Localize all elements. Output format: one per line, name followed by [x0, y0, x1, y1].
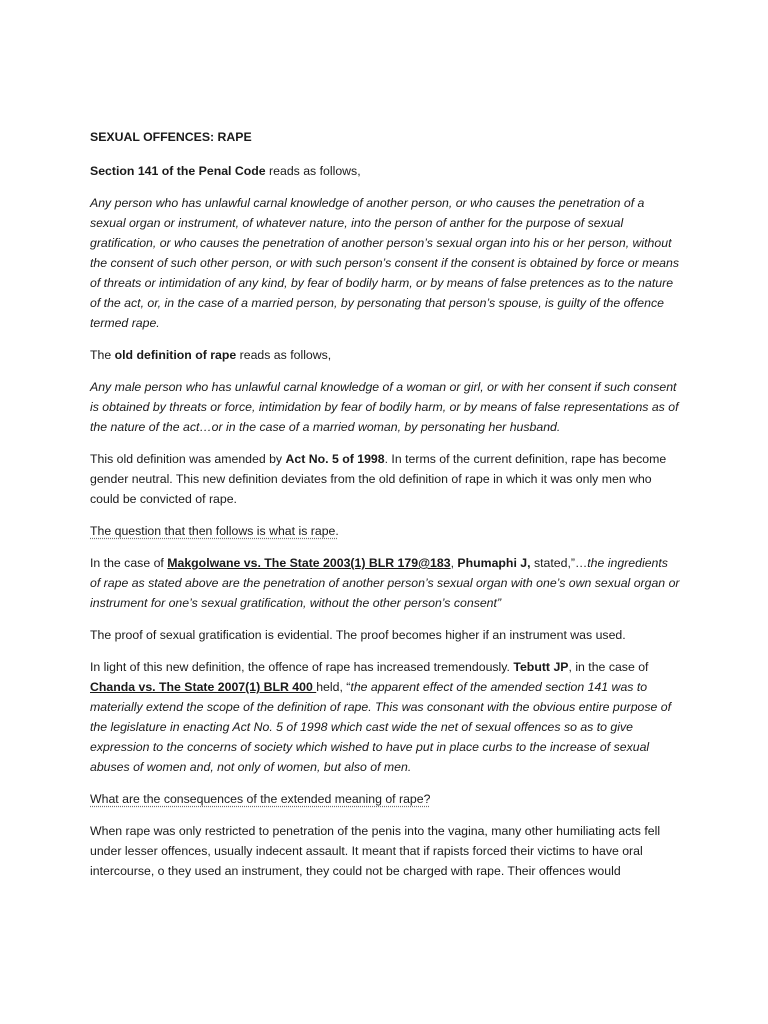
text-pre: In light of this new definition, the offence of rape has increased tremendously. — [90, 660, 514, 674]
text-mid2: stated,”… — [530, 556, 588, 570]
text-rest: reads as follows, — [236, 348, 332, 362]
paragraph-proof: The proof of sexual gratification is evidential. The proof becomes higher if an instrument was used. — [90, 628, 626, 642]
paragraph-section-141-intro — [90, 161, 680, 181]
paragraph-question-what-is-rape: The question that then follows is what is rape. — [90, 524, 339, 538]
judge-phumaphi: Phumaphi J, — [457, 556, 531, 570]
document-page — [90, 127, 680, 893]
paragraph-question-consequences: What are the consequences of the extended meaning of rape? — [90, 792, 431, 806]
judge-tebutt: Tebutt JP — [513, 660, 569, 674]
text-pre: This old definition was amended by — [90, 452, 286, 466]
document-title: SEXUAL OFFENCES: RAPE — [90, 130, 252, 144]
paragraph-amendment — [90, 449, 680, 509]
text-mid: , in the case of — [568, 660, 649, 674]
paragraph-makgolwane-case — [90, 553, 680, 613]
paragraph-consequences: When rape was only restricted to penetration of the penis into the vagina, many other humiliating acts fell under lesser offences, usually indecent assault. It meant that if rapists forced their victims to have oral intercourse, o they used an instrument, they could not be charged with rape. Their offences would — [90, 824, 661, 878]
text-rest: . In terms of the current definition, rape has become gender neutral. This new definition deviates from the old definition of rape in which it was only men who could be convicted of rape. — [90, 452, 667, 506]
paragraph-section-141-quote: Any person who has unlawful carnal knowledge of another person, or who causes the penetration of a sexual organ or instrument, of whatever nature, into the person of anther for the purpose of sexual gratification, or who causes the penetration of another person’s sexual organ into his or her person, without the consent of such other person, or with such person’s consent if the consent is obtained by force or means of threats or intimidation of any kind, by fear of bodily harm, or by means of false pretences as to the nature of the act, or, in the case of a married person, by personating that person’s spouse, is guilty of the offence termed rape. — [90, 196, 679, 330]
act-reference: Act No. 5 of 1998 — [285, 452, 385, 466]
case-citation-chanda: Chanda vs. The State 2007(1) BLR 400 — [90, 680, 317, 694]
text-pre: In the case of — [90, 556, 168, 570]
paragraph-old-definition-quote: Any male person who has unlawful carnal knowledge of a woman or girl, or with her consent if such consent is obtained by threats or force, intimidation by fear of bodily harm, or by means of false representations as of the nature of the act…or in the case of a married woman, by personating her husband. — [90, 380, 679, 434]
section-reference: Section 141 of the Penal Code — [90, 164, 266, 178]
case-citation-makgolwane: Makgolwane vs. The State 2003(1) BLR 179@183 — [167, 556, 451, 570]
text-mid: , — [450, 556, 458, 570]
paragraph-chanda-case — [90, 657, 680, 777]
intro-text: reads as follows, — [265, 164, 361, 178]
text-mid2: held, “ — [316, 680, 351, 694]
old-definition-label: old definition of rape — [114, 348, 237, 362]
text-pre: The — [90, 348, 115, 362]
case-quote-makgolwane: the ingredients of rape as stated above are the penetration of another person’s sexual organ with one’s own sexual organ or instrument for one’s sexual gratification, without the other person’s consent” — [90, 556, 680, 610]
paragraph-old-definition-intro — [90, 345, 680, 365]
case-quote-chanda: the apparent effect of the amended section 141 was to materially extend the scope of the definition of rape. This was consonant with the obvious entire purpose of the legislature in enacting Act No. 5 of 1998 which cast wide the net of sexual offences so as to give expression to the concerns of society which wished to have put in place curbs to the increase of sexual abuses of women and, not only of women, but also of men. — [90, 680, 672, 774]
